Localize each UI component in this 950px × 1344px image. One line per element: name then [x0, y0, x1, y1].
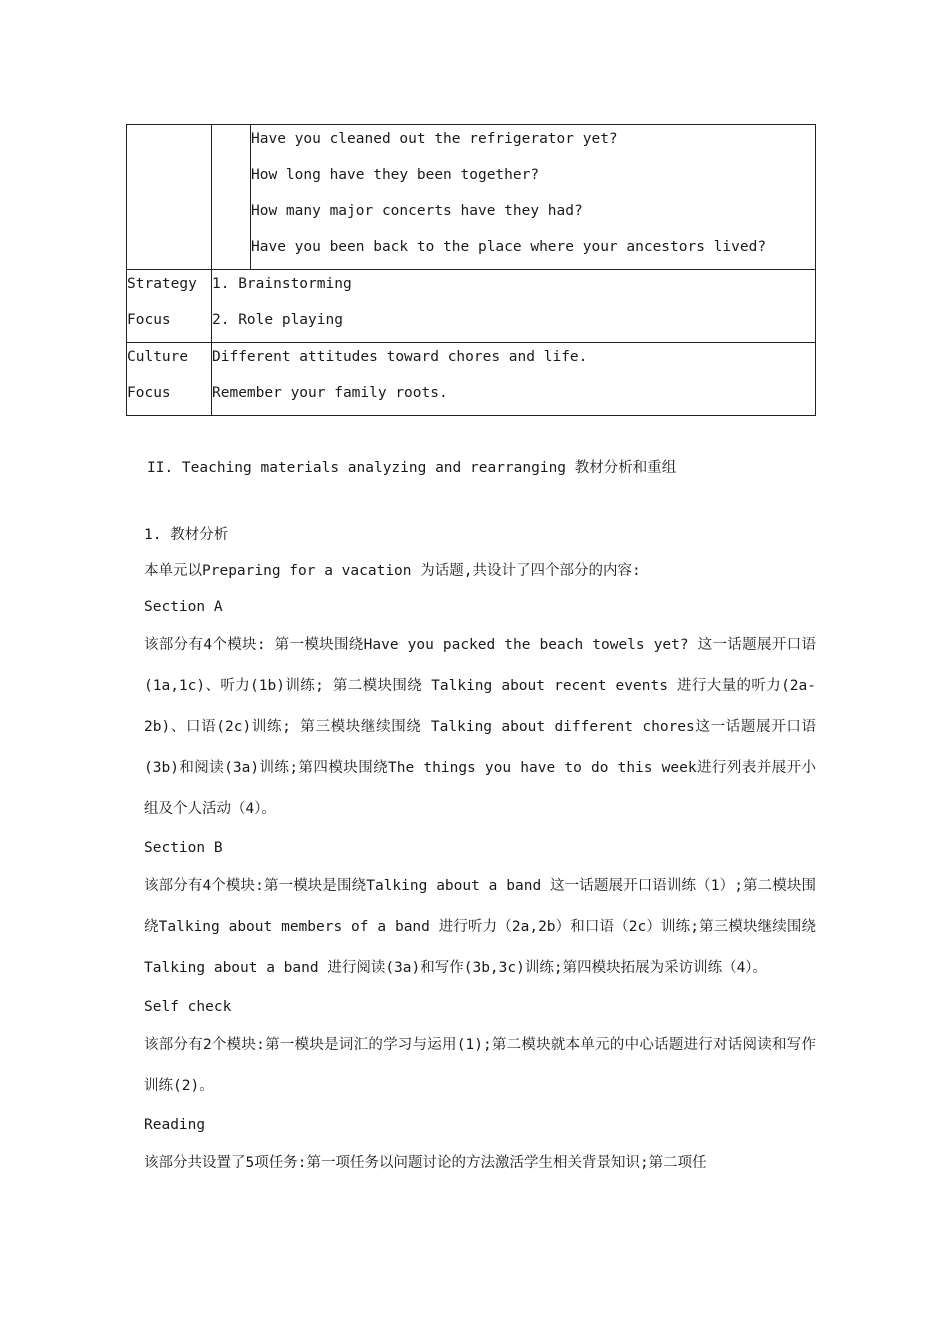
self-check-label: Self check	[144, 999, 232, 1015]
strategy-focus-label	[127, 270, 212, 343]
table-cell-empty-label	[127, 125, 212, 270]
table-row-culture	[127, 343, 816, 416]
analysis-intro: 本单元以Preparing for a vacation 为话题,共设计了四个部分的内容:	[144, 563, 641, 579]
structure-sentence: How many major concerts have they had?	[251, 203, 583, 219]
section-a-label: Section A	[144, 599, 223, 615]
strategy-label-line-2: Focus	[127, 312, 171, 328]
reading-label: Reading	[144, 1117, 206, 1133]
table-cell-structures	[251, 125, 816, 270]
structure-sentence: How long have they been together?	[251, 167, 540, 183]
section-b-label: Section B	[144, 840, 223, 856]
section-b-text: 该部分有4个模块:第一模块是围绕Talking about a band 这一话题展开口语训练（1）;第二模块围绕Talking about members of a band 进行听力（2a,2b）和口语（2c）训练;第三模块继续围绕Talking about a band 进行阅读(3a)和写作(3b,3c)训练;第四模块拓展为采访训练（4）。	[144, 878, 816, 976]
table-row-strategy	[127, 270, 816, 343]
structure-sentence: Have you cleaned out the refrigerator yet?	[251, 131, 618, 147]
table-row-structures	[127, 125, 816, 270]
lesson-table	[126, 124, 816, 416]
culture-item: Remember your family roots.	[212, 385, 448, 401]
culture-item: Different attitudes toward chores and life.	[212, 349, 588, 365]
culture-focus-label	[127, 343, 212, 416]
analysis-title: 1. 教材分析	[144, 527, 229, 543]
culture-label-line-1: Culture	[127, 349, 189, 365]
strategy-label-line-1: Strategy	[127, 276, 197, 292]
strategy-item: 1. Brainstorming	[212, 276, 352, 292]
strategy-item: 2. Role playing	[212, 312, 343, 328]
self-check-text: 该部分有2个模块:第一模块是词汇的学习与运用(1);第二模块就本单元的中心话题进行对话阅读和写作训练(2)。	[144, 1037, 816, 1094]
analysis-section	[144, 517, 816, 1184]
strategy-focus-content	[212, 270, 816, 343]
section-a-text: 该部分有4个模块: 第一模块围绕Have you packed the beach towels yet? 这一话题展开口语(1a,1c)、听力(1b)训练; 第二模块围绕 Talking about recent events 进行大量的听力(2a-2b)、口语(2c)训练; 第三模块继续围绕 Talking about different chores这一话题展开口语(3b)和阅读(3a)训练;第四模块围绕The things you have to do this week进行列表并展开小组及个人活动（4）。	[144, 637, 817, 817]
reading-text: 该部分共设置了5项任务:第一项任务以问题讨论的方法激活学生相关背景知识;第二项任	[144, 1155, 707, 1171]
culture-focus-content	[212, 343, 816, 416]
section-heading: II. Teaching materials analyzing and rearranging 教材分析和重组	[147, 460, 677, 476]
table-cell-empty-sub	[212, 125, 251, 270]
structure-sentence: Have you been back to the place where your ancestors lived?	[251, 239, 767, 255]
culture-label-line-2: Focus	[127, 385, 171, 401]
